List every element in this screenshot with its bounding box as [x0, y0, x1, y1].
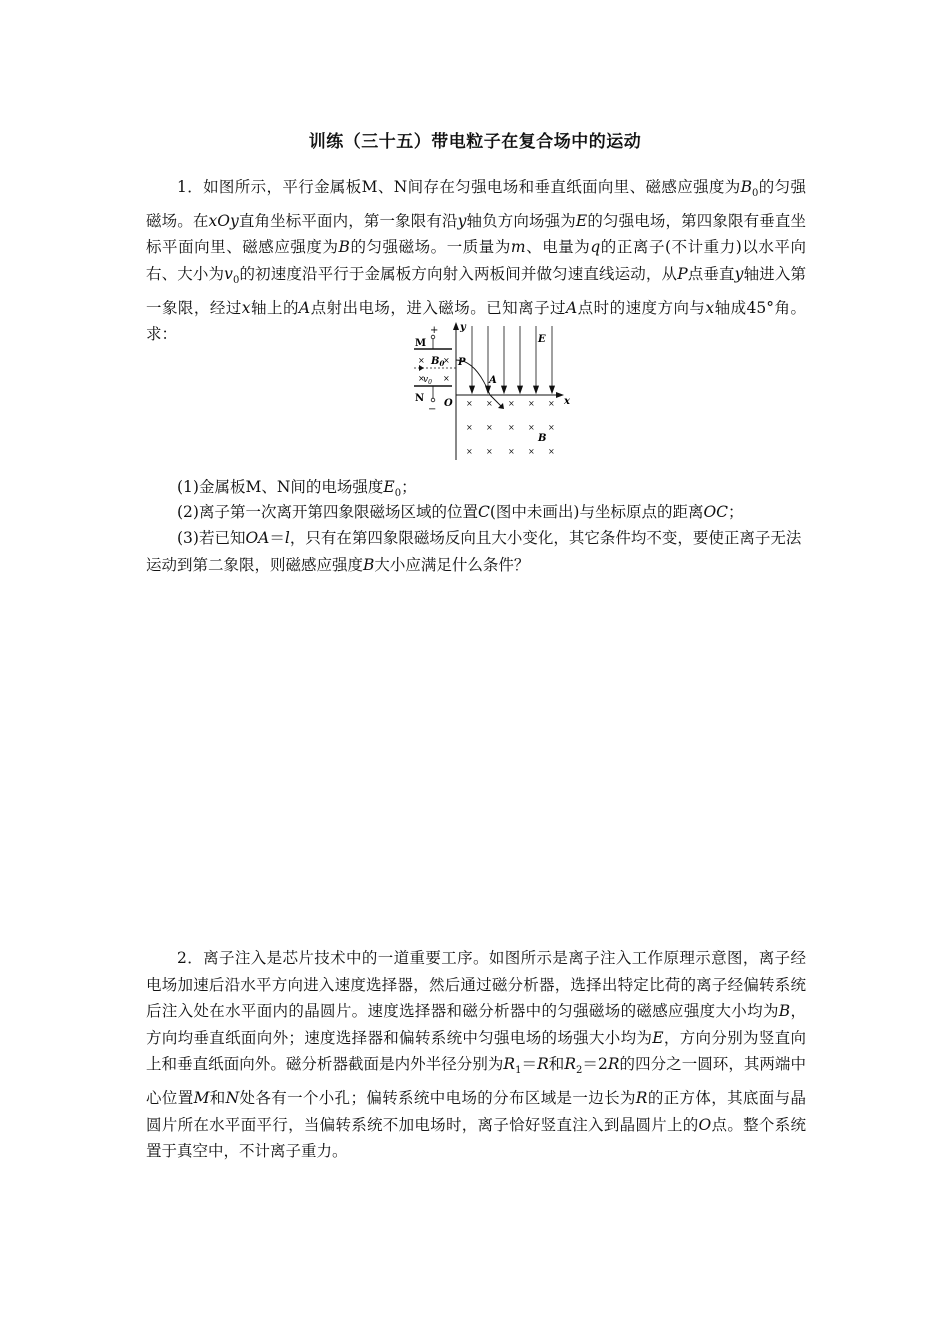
svg-text:×: × [548, 399, 555, 408]
label-x: x [564, 396, 570, 407]
field-diagram [410, 320, 585, 462]
svg-text:×: × [466, 447, 473, 456]
y-axis-arrow [453, 322, 459, 330]
svg-text:×: × [486, 447, 493, 456]
plate-cross: × [443, 374, 450, 383]
label-v0: $v_0$ [423, 375, 432, 386]
label-y: y [460, 322, 466, 333]
minus-sign: − [428, 404, 437, 415]
label-m: M [415, 338, 427, 349]
magnetic-field-crosses [466, 399, 555, 456]
svg-text:×: × [486, 399, 493, 408]
problem-1-question-1: (1)金属板M、N间的电场强度$E_0$； [177, 478, 417, 500]
problem-1-number: 1． [177, 178, 204, 196]
svg-text:×: × [528, 423, 535, 432]
label-b: B [538, 433, 547, 444]
svg-text:×: × [466, 399, 473, 408]
svg-text:×: × [548, 423, 555, 432]
problem-1-question-2: (2)离子第一次离开第四象限磁场区域的位置C(图中未画出)与坐标原点的距离OC； [177, 503, 744, 521]
problem-1-text: 1．如图所示，平行金属板M、N间存在匀强电场和垂直纸面向里、磁感应强度为$B_0$的匀强磁场。在xOy直角坐标平面内，第一象限有沿y轴负方向场强为E的匀强电场，第四象限有垂直坐标平面向里、磁感应强度为B的匀强磁场。一质量为m、电量为q的正离子(不计重力)以水平向右、大小为$v_0$的初速度沿平行于金属板方向射入两板间并做匀速直线运动，从P点垂直y轴进入第一象限，经过x轴上的A点射出电场，进入磁场。已知离子过A点时的速度方向与x轴成45°角。求： [146, 178, 806, 344]
label-p: P [458, 357, 466, 368]
plate-cross: × [418, 356, 425, 365]
svg-text:×: × [466, 423, 473, 432]
svg-text:×: × [508, 447, 515, 456]
page-title: 训练（三十五）带电粒子在复合场中的运动 [308, 132, 642, 152]
problem-2-text: 2．离子注入是芯片技术中的一道重要工序。如图所示是离子注入工作原理示意图，离子经电场加速后沿水平方向进入速度选择器，然后通过磁分析器，选择出特定比荷的离子经偏转系统后注入处在水平面内的晶圆片。速度选择器和磁分析器中的匀强磁场的磁感应强度大小均为B，方向均垂直纸面向外；速度选择器和偏转系统中匀强电场的场强大小均为E，方向分别为竖直向上和垂直纸面向外。磁分析器截面是内外半径分别为$R_1=R$和$R_2=2R$的四分之一圆环，其两端中心位置M和N处各有一个小孔；偏转系统中电场的分布区域是一边长为R的正方体，其底面与晶圆片所在水平面平行，当偏转系统不加电场时，离子恰好竖直注入到晶圆片上的O点。整个系统置于真空中，不计离子重力。 [146, 949, 806, 1161]
ion-velocity-arrow [419, 365, 424, 371]
svg-text:×: × [548, 447, 555, 456]
plate-cross: × [443, 356, 450, 365]
svg-text:×: × [528, 399, 535, 408]
x-axis-arrow [556, 392, 564, 398]
terminal-minus [431, 398, 435, 402]
label-o: O [444, 398, 453, 409]
label-e: E [538, 334, 546, 345]
problem-2-number: 2． [177, 949, 204, 967]
label-b0: $B_0$ [431, 356, 445, 368]
svg-text:×: × [508, 399, 515, 408]
label-a: A [489, 375, 497, 386]
plus-sign: + [430, 325, 439, 336]
svg-text:×: × [486, 423, 493, 432]
svg-text:×: × [508, 423, 515, 432]
problem-1-question-3: (3)若已知OA＝l，只有在第四象限磁场反向且大小变化，其它条件均不变，要使正离子无法运动到第二象限，则磁感应强度B大小应满足什么条件？ [146, 529, 802, 574]
label-n: N [415, 393, 425, 404]
svg-text:×: × [528, 447, 535, 456]
plate-cross: × [418, 374, 425, 383]
